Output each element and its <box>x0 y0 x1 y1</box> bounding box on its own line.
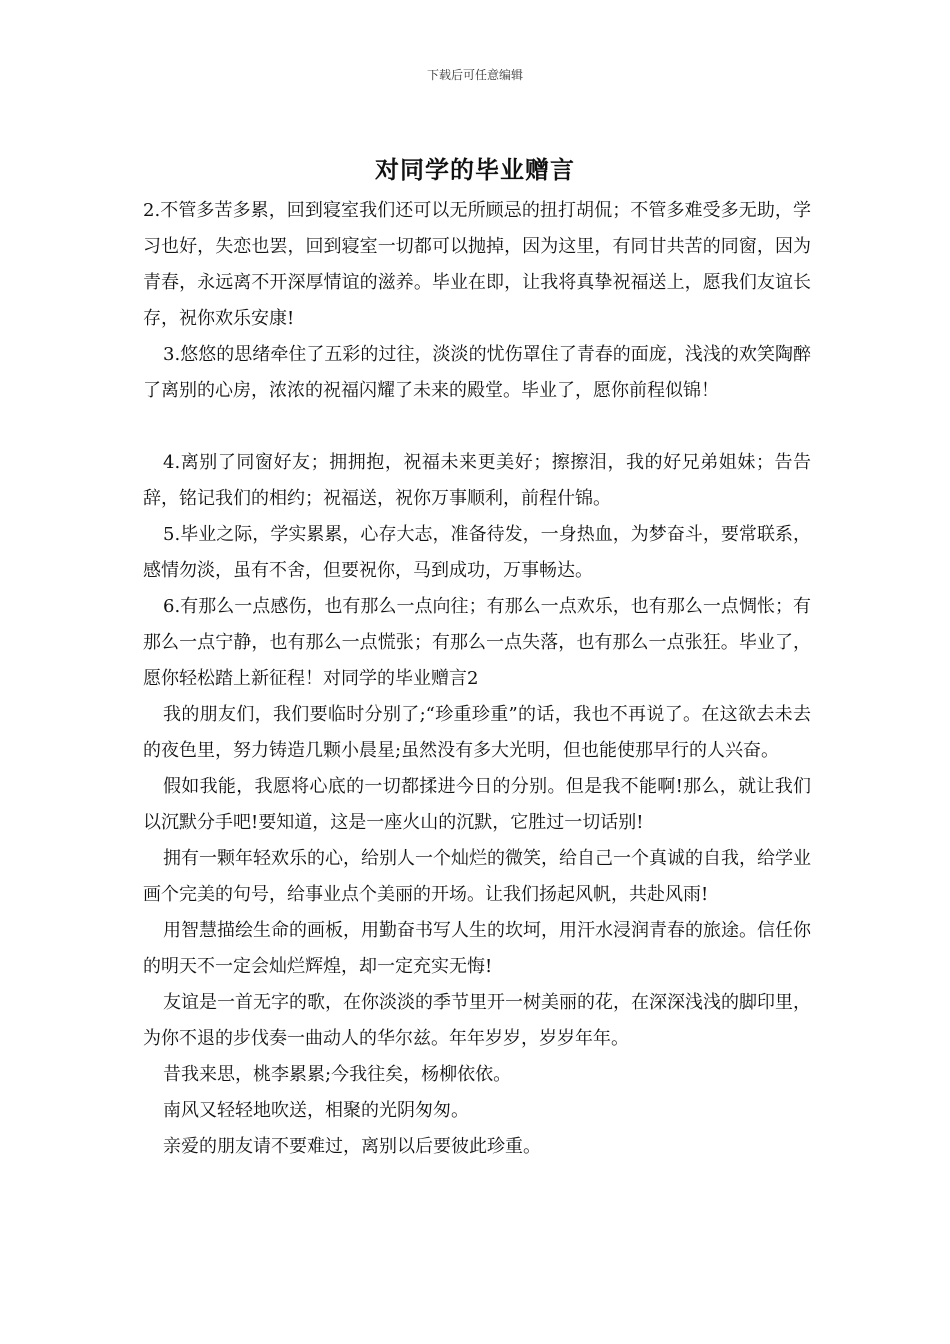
paragraph-wisdom: 用智慧描绘生命的画板，用勤奋书写人生的坎坷，用汗水浸润青春的旅途。信任你的明天不一定会灿烂辉煌，却一定充实无悔! <box>143 920 811 977</box>
header-note: 下载后可任意编辑 <box>426 68 523 82</box>
document-body <box>143 193 811 1165</box>
document-title: 对同学的毕业赠言 <box>375 155 575 184</box>
paragraph-young-heart: 拥有一颗年轻欢乐的心，给别人一个灿烂的微笑，给自己一个真诚的自我，给学业画个完美的句号，给事业点个美丽的开场。让我们扬起风帆，共赴风雨! <box>143 848 811 905</box>
paragraph-poem-line-3: 亲爱的朋友请不要难过，离别以后要彼此珍重。 <box>163 1136 541 1157</box>
paragraph-5: 5.毕业之际，学实累累，心存大志，准备待发，一身热血，为梦奋斗，要常联系，感情勿淡，虽有不舍，但要祝你，马到成功，万事畅达。 <box>143 524 811 581</box>
paragraph-4: 4.离别了同窗好友；拥拥抱，祝福未来更美好；擦擦泪，我的好兄弟姐妹；告告辞，铭记我们的相约；祝福送，祝你万事顺利，前程什锦。 <box>143 452 811 509</box>
paragraph-6: 6.有那么一点感伤，也有那么一点向往；有那么一点欢乐，也有那么一点惆怅；有那么一点宁静，也有那么一点慌张；有那么一点失落，也有那么一点张狂。毕业了，愿你轻松踏上新征程！对同学的毕业赠言2 <box>143 596 811 689</box>
paragraph-3: 3.悠悠的思绪牵住了五彩的过往，淡淡的忧伤罩住了青春的面庞，浅浅的欢笑陶醉了离别的心房，浓浓的祝福闪耀了未来的殿堂。毕业了，愿你前程似锦！ <box>143 344 811 401</box>
paragraph-poem-line-2: 南风又轻轻地吹送，相聚的光阴匆匆。 <box>163 1100 469 1121</box>
paragraph-friends: 我的朋友们，我们要临时分别了;“珍重珍重”的话，我也不再说了。在这欲去未去的夜色里，努力铸造几颗小晨星;虽然没有多大光明，但也能使那早行的人兴奋。 <box>143 704 811 761</box>
paragraph-poem-line-1: 昔我来思，桃李累累;今我往矣，杨柳依依。 <box>163 1064 512 1085</box>
paragraph-if-i-could: 假如我能，我愿将心底的一切都揉进今日的分别。但是我不能啊!那么，就让我们以沉默分手吧!要知道，这是一座火山的沉默，它胜过一切话别! <box>143 776 811 833</box>
paragraph-friendship-song: 友谊是一首无字的歌，在你淡淡的季节里开一树美丽的花，在深深浅浅的脚印里，为你不退的步伐奏一曲动人的华尔兹。年年岁岁，岁岁年年。 <box>143 992 811 1049</box>
paragraph-2: 2.不管多苦多累，回到寝室我们还可以无所顾忌的扭打胡侃；不管多难受多无助，学习也好，失恋也罢，回到寝室一切都可以抛掉，因为这里，有同甘共苦的同窗，因为青春，永远离不开深厚情谊的滋养。毕业在即，让我将真挚祝福送上，愿我们友谊长存，祝你欢乐安康! <box>143 200 811 329</box>
